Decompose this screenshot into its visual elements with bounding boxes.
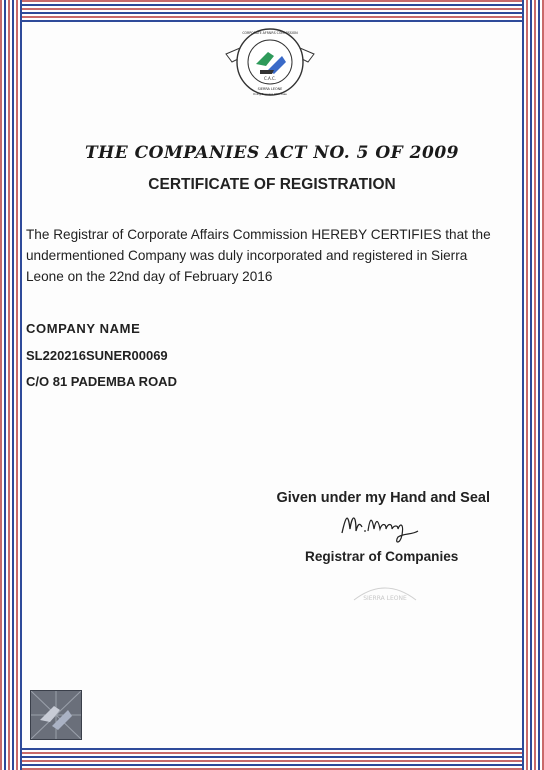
border-left xyxy=(0,0,22,770)
cac-emblem-icon xyxy=(222,26,318,98)
border-right xyxy=(522,0,544,770)
svg-text:SIERRA LEONE: SIERRA LEONE xyxy=(363,595,407,602)
svg-text:C.A.C.: C.A.C. xyxy=(263,76,277,81)
registration-number: SL220216SUNER00069 xyxy=(26,348,168,363)
border-bottom xyxy=(0,748,544,770)
registrar-title: Registrar of Companies xyxy=(305,549,459,564)
given-under-hand-text: Given under my Hand and Seal xyxy=(276,490,490,506)
security-stamp-icon xyxy=(30,690,82,740)
company-address: C/O 81 PADEMBA ROAD xyxy=(26,374,177,389)
border-top xyxy=(0,0,544,22)
registrar-signature-icon xyxy=(336,505,426,549)
faint-seal-icon xyxy=(350,580,420,606)
svg-text:Doing Business With Ease: Doing Business With Ease xyxy=(253,93,287,96)
company-name-label: COMPANY NAME xyxy=(26,321,141,336)
svg-text:SIERRA LEONE: SIERRA LEONE xyxy=(257,87,283,91)
svg-text:CORPORATE AFFAIRS COMMISSION: CORPORATE AFFAIRS COMMISSION xyxy=(242,31,298,35)
certification-statement: The Registrar of Corporate Affairs Commission HEREBY CERTIFIES that the undermentioned Company was duly incorporated and registered in Sierra Leone on the 22nd day of February 2016 xyxy=(26,227,491,284)
act-title: THE COMPANIES ACT NO. 5 OF 2009 xyxy=(85,143,459,163)
certificate-title: CERTIFICATE OF REGISTRATION xyxy=(148,176,396,193)
